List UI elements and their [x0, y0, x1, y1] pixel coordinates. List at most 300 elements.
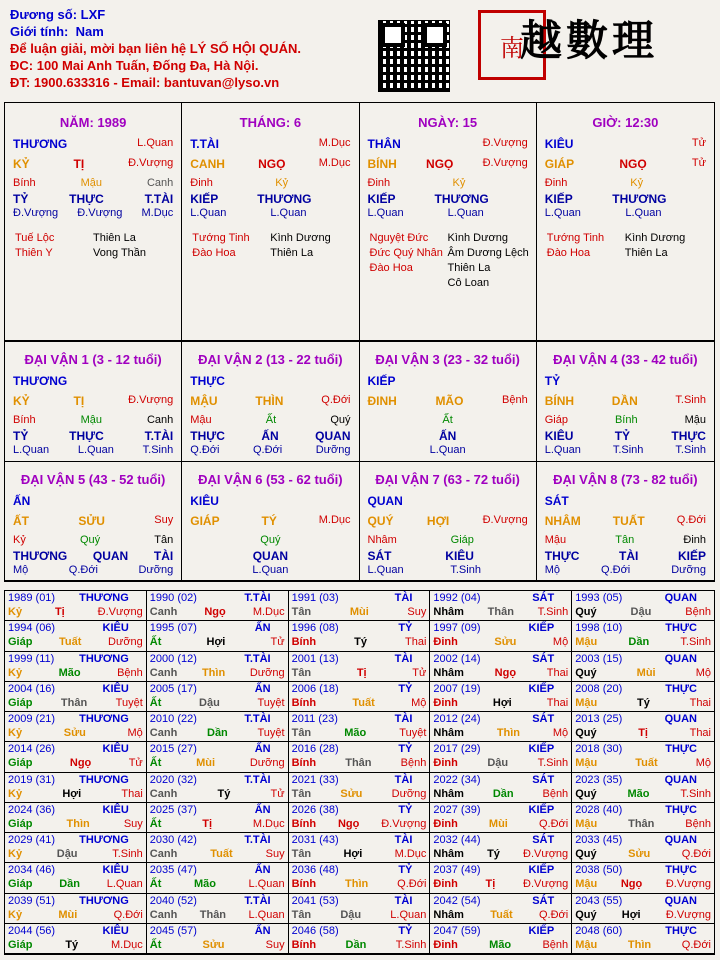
year-label: 2010 (22) — [149, 713, 197, 725]
year-line-2 — [575, 757, 711, 769]
god-2: THƯƠNG — [257, 192, 312, 206]
year-cell — [289, 833, 431, 863]
year-line-2 — [150, 878, 285, 890]
pillar-row-3 — [13, 177, 173, 189]
year-line-1 — [575, 713, 711, 725]
year-cell — [430, 803, 572, 833]
hidden-2: Bính — [614, 414, 638, 426]
year-cell — [147, 621, 289, 651]
stem: QUÝ — [367, 513, 394, 528]
year-label: 2039 (51) — [8, 894, 56, 907]
pillar-row-1 — [13, 137, 173, 151]
god-1: KIẾP — [367, 192, 396, 206]
star-good: Tuế Lộc — [15, 232, 55, 244]
year-line-1 — [433, 834, 568, 846]
year-stem: Giáp — [8, 696, 33, 709]
year-label: 2000 (12) — [149, 652, 197, 665]
pillar-row-3 — [545, 177, 706, 189]
daivan-title: ĐẠI VẬN 7 (63 - 72 tuổi) — [375, 471, 520, 487]
year-stage: Dưỡng — [108, 636, 143, 649]
year-stage: Đ.Vượng — [523, 848, 569, 860]
year-god: KIÊU — [102, 682, 129, 695]
year-stem: Mậu — [575, 817, 598, 830]
stem: ĐINH — [367, 394, 397, 408]
year-cell — [5, 924, 147, 954]
year-god: SÁT — [532, 773, 555, 786]
year-god: ẤN — [254, 622, 271, 635]
daivan-row-3 — [545, 414, 706, 426]
daivan-row-4 — [13, 429, 173, 443]
year-stem: Quý — [575, 908, 597, 921]
branch: MÃO — [435, 394, 464, 408]
year-stage: Bệnh — [542, 938, 569, 951]
year-branch: Mùi — [636, 666, 656, 679]
hidden-2: Mậu — [80, 177, 102, 189]
pillar-row-4 — [190, 192, 350, 206]
stem: GIÁP — [544, 157, 575, 171]
daivan-god: THƯƠNG — [13, 374, 68, 388]
pillar-title: NGÀY: 15 — [418, 115, 478, 130]
year-branch: Tuất — [210, 848, 233, 860]
year-cell — [572, 833, 714, 863]
year-stage: Suy — [265, 848, 285, 860]
branch-stage: M.Dục — [318, 157, 351, 169]
year-label: 2017 (29) — [433, 743, 481, 756]
year-stem: Quý — [575, 606, 597, 618]
year-god: ẤN — [254, 743, 271, 756]
daivan-row-1 — [190, 494, 350, 508]
year-cell — [289, 712, 431, 742]
year-stage: Q.Đới — [397, 878, 427, 891]
daivan-cell — [537, 342, 714, 462]
year-line-2 — [575, 636, 711, 648]
year-stage: T.Sinh — [537, 606, 569, 618]
year-cell — [430, 591, 572, 621]
year-stage: Bệnh — [685, 817, 711, 830]
year-line-2 — [8, 848, 143, 860]
year-cell — [5, 894, 147, 924]
year-branch: Tị — [638, 727, 648, 739]
star-good: Đức Quý Nhân — [369, 247, 443, 259]
daivan-row-3 — [13, 414, 173, 426]
year-label: 1991 (03) — [291, 592, 339, 604]
year-line-1 — [575, 804, 711, 816]
year-branch: Dậu — [199, 696, 220, 709]
year-label: 2026 (38) — [291, 803, 339, 816]
year-label: 2013 (25) — [575, 713, 623, 725]
year-line-1 — [292, 804, 427, 816]
daivan-row-3 — [13, 534, 173, 546]
daivan-row-5 — [190, 444, 350, 456]
year-branch: Dậu — [340, 908, 362, 921]
daivan-row-4 — [368, 429, 528, 443]
year-god: TỶ — [398, 924, 413, 937]
year-cell — [147, 591, 289, 621]
year-god: SÁT — [532, 713, 555, 725]
stem: CANH — [190, 157, 225, 171]
star-other: Vong Thần — [93, 247, 147, 259]
year-stage: M.Dục — [111, 938, 143, 951]
god-2: THỰC — [69, 429, 104, 443]
year-stem: Đinh — [433, 878, 458, 891]
year-label: 2024 (36) — [8, 803, 56, 816]
year-branch: Hợi — [343, 848, 363, 860]
year-stem: Kỷ — [8, 787, 23, 800]
year-label: 2047 (59) — [433, 924, 481, 937]
year-label: 2009 (21) — [8, 713, 56, 725]
year-branch: Tý — [354, 636, 367, 649]
logo-text: 越數理 — [520, 16, 659, 65]
year-stem: Bính — [291, 878, 317, 891]
year-stem: Bính — [291, 696, 317, 709]
daivan-row-3 — [368, 534, 528, 546]
daivan-row-3 — [368, 414, 528, 426]
year-line-2 — [575, 697, 711, 709]
year-line-2 — [575, 848, 711, 860]
year-stem: Ất — [149, 636, 162, 649]
daivan-title: ĐẠI VẬN 1 (3 - 12 tuổi) — [24, 352, 162, 367]
star-good: Đào Hoa — [192, 247, 236, 259]
year-line-1 — [433, 774, 568, 786]
year-god: ẤN — [254, 924, 271, 937]
year-line-2 — [292, 939, 427, 951]
year-branch: Thìn — [496, 727, 521, 739]
year-branch: Tị — [202, 817, 212, 830]
year-cell — [5, 652, 147, 682]
daivan-row-2 — [190, 394, 350, 408]
year-branch: Tuất — [635, 757, 658, 770]
year-line-2 — [150, 697, 285, 709]
hidden-1: Bính — [13, 414, 36, 426]
year-god: T.TÀI — [244, 834, 271, 846]
year-stem: Kỷ — [8, 606, 23, 618]
branch: NGỌ — [258, 157, 286, 171]
year-line-1 — [433, 864, 568, 876]
year-stem: Canh — [149, 908, 178, 921]
hidden-3: Canh — [146, 414, 174, 426]
year-cell — [147, 833, 289, 863]
year-cell — [430, 833, 572, 863]
year-label: 2001 (13) — [291, 652, 339, 665]
year-stage: Thai — [689, 696, 711, 709]
year-stem: Giáp — [8, 878, 33, 891]
year-stage: L.Quan — [106, 878, 143, 891]
year-stem: Tân — [291, 727, 312, 739]
daivan-row-5 — [13, 564, 173, 576]
year-god: TỶ — [398, 682, 413, 695]
year-stem: Canh — [149, 727, 178, 739]
daivan-title: ĐẠI VẬN 4 (33 - 42 tuổi) — [553, 352, 698, 367]
year-label: 2029 (41) — [8, 834, 56, 846]
branch-stage: Đ.Vượng — [128, 157, 174, 169]
branch: TỊ — [73, 394, 85, 408]
pillar-cell — [360, 103, 537, 341]
year-line-2 — [8, 909, 143, 921]
god-1: THỰC — [190, 429, 225, 443]
year-god: ẤN — [254, 682, 271, 695]
year-line-2 — [575, 909, 711, 921]
year-branch: Thân — [487, 606, 514, 618]
year-cell — [147, 803, 289, 833]
year-stage: L.Quan — [248, 878, 285, 891]
year-line-2 — [292, 818, 427, 830]
year-branch: Hợi — [621, 908, 641, 921]
year-line-2 — [150, 606, 285, 618]
year-stage: M.Dục — [394, 848, 427, 860]
star-good: Tướng Tinh — [192, 232, 250, 244]
daivan-row-4 — [545, 429, 706, 443]
pillar-row-5 — [190, 207, 350, 219]
stem: GIÁP — [190, 513, 220, 528]
year-god: KIẾP — [528, 743, 555, 756]
star-other: Cô Loan — [447, 277, 490, 289]
year-line-1 — [150, 743, 285, 755]
year-label: 2015 (27) — [149, 743, 197, 756]
star-good: Đào Hoa — [546, 247, 591, 259]
year-stem: Quý — [575, 666, 597, 679]
year-god: QUAN — [664, 713, 697, 725]
stage-2: Đ.Vượng — [77, 207, 123, 219]
pillar-row-4 — [13, 192, 173, 206]
stage-1: L.Quan — [190, 207, 227, 219]
daivan-title: ĐẠI VẬN 2 (13 - 22 tuổi) — [198, 352, 343, 367]
god-2: TỶ — [614, 429, 631, 443]
daivan-cell — [5, 462, 182, 582]
year-branch: Mùi — [488, 817, 508, 830]
year-branch: Dậu — [487, 757, 509, 770]
year-line-1 — [575, 622, 711, 634]
daivan-god: ẤN — [13, 493, 31, 508]
year-branch: Ngọ — [69, 757, 92, 770]
year-line-1 — [575, 743, 711, 755]
year-line-2 — [150, 788, 285, 800]
year-label: 2019 (31) — [8, 773, 56, 786]
star-other: Thiên La — [624, 247, 668, 259]
daivan-row-2 — [368, 514, 528, 528]
year-label: 2014 (26) — [8, 743, 56, 756]
year-cell — [289, 682, 431, 712]
year-line-2 — [433, 636, 568, 648]
stage-2: L.Quan — [270, 207, 307, 219]
year-line-1 — [575, 683, 711, 695]
year-stage: Thai — [546, 696, 569, 709]
star-other: Kình Dương — [624, 232, 686, 244]
daivan-cell — [5, 342, 182, 462]
year-line-1 — [150, 804, 285, 816]
year-label: 1993 (05) — [575, 592, 623, 604]
year-god: TỶ — [398, 864, 413, 877]
stage: T.Sinh — [675, 394, 706, 406]
stem-god: T.TÀI — [190, 137, 219, 151]
hidden-2: Kỷ — [452, 177, 466, 189]
header-info — [10, 6, 301, 91]
star-other: Âm Dương Lệch — [447, 247, 529, 259]
stage: Bệnh — [502, 394, 528, 406]
year-stage: Mộ — [552, 636, 569, 649]
year-line-2 — [433, 697, 568, 709]
year-stage: M.Dục — [252, 817, 285, 830]
year-god: ẤN — [254, 864, 271, 877]
year-label: 2002 (14) — [433, 652, 481, 665]
daivan-row-3 — [190, 534, 350, 546]
year-stage: Bệnh — [685, 606, 711, 618]
pillar-row-3 — [368, 177, 528, 189]
year-god: THỰC — [665, 622, 697, 635]
pillar-row-3 — [190, 177, 350, 189]
year-stage: Suy — [407, 606, 427, 618]
hidden-1: Giáp — [544, 414, 568, 426]
pillar-row-1 — [368, 137, 528, 151]
year-stem: Đinh — [433, 817, 458, 830]
year-branch: Dần — [345, 938, 367, 951]
year-branch: Ngọ — [494, 666, 517, 679]
star-good: Nguyệt Đức — [369, 232, 429, 244]
year-line-2 — [150, 727, 285, 739]
year-cell — [147, 773, 289, 803]
year-stage: Mộ — [411, 696, 427, 709]
stage-1: L.Quan — [13, 444, 50, 456]
year-line-1 — [292, 864, 427, 876]
stage-1: Mộ — [544, 563, 561, 576]
year-label: 2035 (47) — [149, 864, 197, 877]
god-1: KIẾP — [544, 192, 573, 206]
year-branch: Thân — [60, 696, 88, 709]
year-stage: Bệnh — [542, 787, 569, 800]
stem-stage: M.Dục — [318, 137, 351, 149]
daivan-row-1 — [368, 374, 528, 388]
year-branch: Thìn — [201, 666, 226, 679]
daivan-row-2 — [368, 394, 528, 408]
year-stem: Ất — [149, 938, 162, 951]
year-line-1 — [433, 592, 568, 604]
stage-2: T.Sinh — [612, 444, 644, 456]
year-god: KIẾP — [528, 803, 555, 816]
year-line-2 — [433, 757, 568, 769]
year-stage: T.Sinh — [395, 938, 427, 951]
year-stage: Q.Đới — [681, 938, 711, 951]
year-god: QUAN — [664, 773, 697, 786]
daivan-row-4 — [368, 549, 528, 563]
stars-list — [192, 231, 359, 261]
stage-1: Q.Đới — [190, 444, 220, 456]
year-branch: Tuất — [490, 908, 513, 921]
god-1: THỰC — [544, 548, 580, 563]
year-line-1 — [433, 683, 568, 695]
hidden-1: Đinh — [544, 177, 568, 189]
year-stem: Kỷ — [8, 666, 23, 679]
year-label: 2006 (18) — [291, 682, 339, 695]
year-stage: Tuyệt — [257, 696, 285, 709]
year-stem: Giáp — [8, 636, 33, 649]
year-branch: Dần — [628, 636, 650, 649]
daivan-row-3 — [190, 414, 350, 426]
phone-email: ĐT: 1900.633316 - Email: bantuvan@lyso.vn — [10, 75, 280, 90]
year-line-1 — [150, 925, 285, 937]
branch: DẦN — [611, 394, 638, 408]
year-god: THỰC — [665, 743, 697, 756]
hidden-3: Canh — [146, 177, 174, 189]
year-branch: Dần — [492, 787, 514, 800]
hidden-2: Kỷ — [630, 177, 644, 189]
year-stem: Đinh — [433, 938, 458, 951]
year-branch: Sửu — [494, 636, 517, 649]
year-label: 1996 (08) — [291, 622, 339, 635]
year-label: 2028 (40) — [575, 803, 623, 816]
hidden-2: Kỷ — [275, 177, 289, 189]
daivan-row-2 — [190, 514, 350, 528]
year-label: 2005 (17) — [149, 682, 197, 695]
pillar-row-4 — [545, 192, 706, 206]
year-cell — [430, 621, 572, 651]
year-line-1 — [433, 653, 568, 665]
year-cell — [147, 742, 289, 772]
year-stage: Đ.Vượng — [665, 878, 711, 891]
stage: M.Dục — [318, 513, 351, 526]
god-2: THƯƠNG — [612, 192, 667, 206]
year-stage: T.Sinh — [680, 787, 711, 800]
year-stage: Tử — [128, 757, 143, 770]
year-stage: Tử — [270, 636, 285, 649]
year-god: TÀI — [394, 894, 413, 907]
year-god: THƯƠNG — [79, 713, 129, 725]
year-god: T.TÀI — [244, 894, 271, 907]
stage-1: L.Quan — [367, 207, 404, 219]
year-cell — [5, 621, 147, 651]
year-line-1 — [292, 895, 427, 907]
daivan-row-2 — [13, 514, 173, 528]
branch: SỬU — [78, 513, 105, 528]
year-line-1 — [575, 925, 711, 937]
year-label: 2003 (15) — [575, 652, 623, 665]
daivan-god: KIẾP — [367, 374, 396, 388]
year-line-2 — [8, 878, 143, 890]
year-label: 1998 (10) — [575, 622, 623, 635]
year-god: QUAN — [664, 894, 697, 907]
year-line-1 — [8, 592, 143, 604]
hidden-2: Ất — [265, 414, 277, 426]
year-stem: Nhâm — [433, 666, 464, 679]
year-line-2 — [8, 727, 143, 739]
year-stage: Mộ — [127, 727, 143, 739]
year-god: QUAN — [664, 834, 697, 846]
daivan-grid — [4, 342, 715, 582]
year-cell — [572, 621, 714, 651]
hidden-3: Mậu — [684, 414, 706, 426]
year-branch: Mão — [58, 666, 81, 679]
stem: ẤT — [13, 513, 29, 528]
year-stage: Bệnh — [400, 757, 427, 770]
year-stem: Quý — [575, 727, 597, 739]
god-2: THỰC — [69, 192, 104, 206]
stage-2: L.Quan — [429, 444, 466, 456]
god-1: TỶ — [13, 429, 29, 443]
year-branch: Tý — [65, 938, 79, 951]
year-stage: Q.Đới — [113, 908, 143, 921]
year-line-2 — [150, 757, 285, 769]
year-branch: Dần — [207, 727, 228, 739]
daivan-title: ĐẠI VẬN 8 (73 - 82 tuổi) — [553, 471, 698, 487]
pillars-grid — [4, 102, 715, 342]
year-stem: Tân — [291, 908, 312, 921]
year-cell — [430, 712, 572, 742]
year-god: THỰC — [665, 864, 697, 877]
daivan-god: KIÊU — [190, 493, 219, 508]
year-line-2 — [575, 606, 711, 618]
year-line-2 — [433, 727, 568, 739]
branch: TỊ — [73, 157, 85, 171]
year-cell — [572, 924, 714, 954]
year-branch: Thìn — [627, 938, 652, 951]
